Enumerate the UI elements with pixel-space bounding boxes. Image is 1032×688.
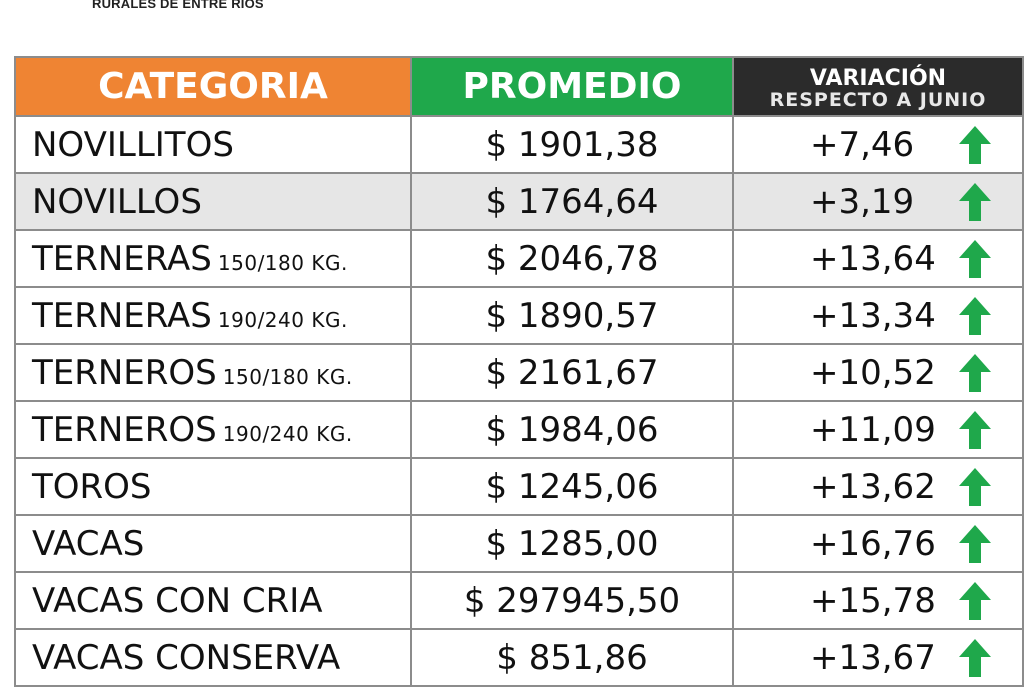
- variation-value: +7,46: [810, 124, 915, 165]
- up-arrow-icon: [958, 125, 992, 165]
- category-weight: 150/180 KG.: [217, 250, 348, 275]
- up-arrow-icon: [958, 182, 992, 222]
- category-cell: [15, 458, 411, 515]
- category-name: TERNEROS: [32, 409, 217, 450]
- table-row: [15, 287, 1023, 344]
- table-body: [15, 116, 1023, 686]
- category-name: NOVILLOS: [32, 181, 202, 222]
- category-name: VACAS CONSERVA: [32, 637, 341, 678]
- category-cell: [15, 287, 411, 344]
- category-weight: 150/180 KG.: [222, 364, 353, 389]
- category-cell: [15, 515, 411, 572]
- average-price: $ 297945,50: [411, 572, 733, 629]
- table-row: [15, 515, 1023, 572]
- category-cell: [15, 572, 411, 629]
- category-header: CATEGORIA: [15, 57, 411, 116]
- price-table: [14, 56, 1024, 687]
- average-price: $ 1764,64: [411, 173, 733, 230]
- category-cell: [15, 173, 411, 230]
- variation-cell: [733, 230, 1023, 287]
- average-price: $ 1245,06: [411, 458, 733, 515]
- category-weight: 190/240 KG.: [217, 307, 348, 332]
- category-name: TERNERAS: [32, 238, 212, 279]
- category-name: TERNERAS: [32, 295, 212, 336]
- table-row: [15, 230, 1023, 287]
- average-header: PROMEDIO: [411, 57, 733, 116]
- average-price: $ 1890,57: [411, 287, 733, 344]
- up-arrow-icon: [958, 638, 992, 678]
- up-arrow-icon: [958, 296, 992, 336]
- up-arrow-icon: [958, 467, 992, 507]
- table-row: [15, 173, 1023, 230]
- up-arrow-icon: [958, 239, 992, 279]
- category-name: VACAS CON CRIA: [32, 580, 323, 621]
- variation-cell: [733, 515, 1023, 572]
- variation-value: +3,19: [810, 181, 915, 222]
- category-cell: [15, 401, 411, 458]
- category-name: TOROS: [32, 466, 152, 507]
- table-row: [15, 458, 1023, 515]
- table-row: [15, 116, 1023, 173]
- category-name: VACAS: [32, 523, 145, 564]
- average-price: $ 1901,38: [411, 116, 733, 173]
- variation-cell: [733, 116, 1023, 173]
- category-name: TERNEROS: [32, 352, 217, 393]
- up-arrow-icon: [958, 524, 992, 564]
- variation-value: +16,76: [810, 523, 936, 564]
- average-price: $ 1984,06: [411, 401, 733, 458]
- variation-cell: [733, 629, 1023, 686]
- category-name: NOVILLITOS: [32, 124, 234, 165]
- variation-header: [733, 57, 1023, 116]
- variation-value: +10,52: [810, 352, 936, 393]
- table-row: [15, 572, 1023, 629]
- variation-value: +13,62: [810, 466, 936, 507]
- variation-value: +13,64: [810, 238, 936, 279]
- average-price: $ 1285,00: [411, 515, 733, 572]
- category-cell: [15, 629, 411, 686]
- average-price: $ 2161,67: [411, 344, 733, 401]
- variation-cell: [733, 572, 1023, 629]
- header-caption: RURALES DE ENTRE RIOS: [92, 0, 264, 11]
- average-price: $ 851,86: [411, 629, 733, 686]
- category-weight: 190/240 KG.: [222, 421, 353, 446]
- table-row: [15, 344, 1023, 401]
- table-row: [15, 401, 1023, 458]
- up-arrow-icon: [958, 410, 992, 450]
- variation-value: +13,67: [810, 637, 936, 678]
- variation-cell: [733, 344, 1023, 401]
- category-cell: [15, 116, 411, 173]
- up-arrow-icon: [958, 581, 992, 621]
- variation-cell: [733, 401, 1023, 458]
- variation-cell: [733, 287, 1023, 344]
- variation-cell: [733, 173, 1023, 230]
- up-arrow-icon: [958, 353, 992, 393]
- category-cell: [15, 230, 411, 287]
- table-row: [15, 629, 1023, 686]
- variation-value: +15,78: [810, 580, 936, 621]
- average-price: $ 2046,78: [411, 230, 733, 287]
- table-header-row: [15, 57, 1023, 116]
- variation-header-title: VARIACIÓN: [809, 65, 947, 91]
- category-cell: [15, 344, 411, 401]
- variation-value: +11,09: [810, 409, 936, 450]
- variation-value: +13,34: [810, 295, 936, 336]
- variation-header-subtitle: RESPECTO A JUNIO: [769, 88, 987, 111]
- variation-cell: [733, 458, 1023, 515]
